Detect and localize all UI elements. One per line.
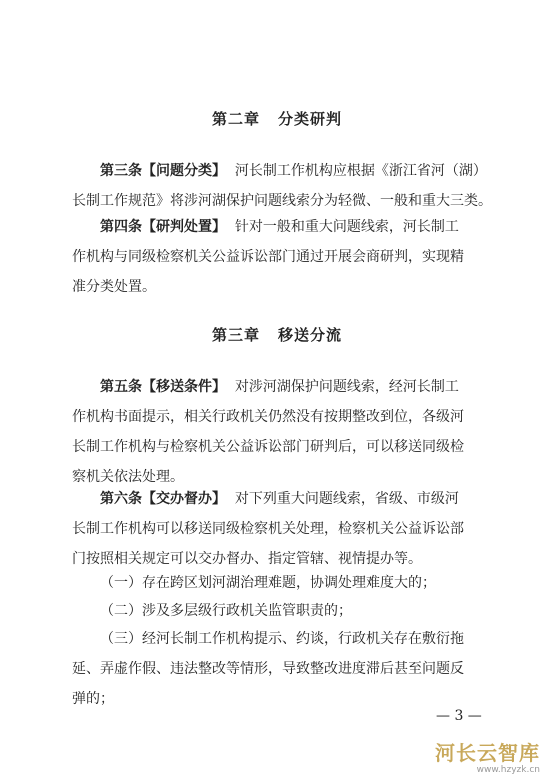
list-item-2-line-1: （二）涉及多层级行政机关监管职责的； xyxy=(100,603,352,619)
article-5-line-2: 作机构书面提示，相关行政机关仍然没有按期整改到位，各级河 xyxy=(72,409,464,425)
article-5-line-1: 对涉河湖保护问题线索，经河长制工 xyxy=(234,379,459,395)
article-4-line-1: 针对一般和重大问题线索，河长制工 xyxy=(234,219,459,235)
list-item-1 xyxy=(72,568,490,598)
article-4-line-3: 准分类处置。 xyxy=(72,279,156,295)
list-item-3-line-1: （三）经河长制工作机构提示、约谈，行政机关存在敷衍拖 xyxy=(100,631,464,647)
chapter-2-number: 第二章 xyxy=(211,110,260,128)
article-6-line-1: 对下列重大问题线索，省级、市级河 xyxy=(234,491,459,507)
watermark xyxy=(435,737,540,775)
page-number: — 3 — xyxy=(436,708,482,724)
watermark-title: 河长云智库 xyxy=(435,741,540,765)
chapter-3-heading xyxy=(0,324,554,345)
list-item-1-line-1: （一）存在跨区划河湖治理难题，协调处理难度大的； xyxy=(100,575,436,591)
list-item-2 xyxy=(72,596,490,626)
chapter-2-title: 分类研判 xyxy=(278,110,343,128)
chapter-3-number: 第三章 xyxy=(211,326,260,344)
chapter-2-heading xyxy=(0,108,554,129)
article-5-line-3: 长制工作机构与检察机关公益诉讼部门研判后，可以移送同级检 xyxy=(72,439,464,455)
list-item-3-line-2: 延、弄虚作假、违法整改等情形，导致整改进度滞后甚至问题反 xyxy=(72,661,464,677)
article-3 xyxy=(72,156,490,216)
article-5-line-4: 察机关依法处理。 xyxy=(72,469,184,485)
article-3-label: 第三条【问题分类】 xyxy=(100,163,226,179)
article-5-label: 第五条【移送条件】 xyxy=(100,379,226,395)
article-6-line-3: 门按照相关规定可以交办督办、指定管辖、视情提办等。 xyxy=(72,551,422,567)
article-6-line-2: 长制工作机构可以移送同级检察机关处理，检察机关公益诉讼部 xyxy=(72,521,464,537)
article-4-line-2: 作机构与同级检察机关公益诉讼部门通过开展会商研判，实现精 xyxy=(72,249,464,265)
chapter-3-title: 移送分流 xyxy=(278,326,343,344)
watermark-url: www.hzyzk.cn xyxy=(476,765,540,775)
article-4-label: 第四条【研判处置】 xyxy=(100,219,226,235)
article-4 xyxy=(72,212,490,302)
article-6-label: 第六条【交办督办】 xyxy=(100,491,226,507)
article-5 xyxy=(72,372,490,492)
article-3-line-2: 长制工作规范》将涉河湖保护问题线索分为轻微、一般和重大三类。 xyxy=(72,193,492,209)
list-item-3-line-3: 弹的； xyxy=(72,691,114,707)
article-6 xyxy=(72,484,490,574)
list-item-3 xyxy=(72,624,490,714)
article-3-line-1: 河长制工作机构应根据《浙江省河（湖） xyxy=(234,163,487,179)
